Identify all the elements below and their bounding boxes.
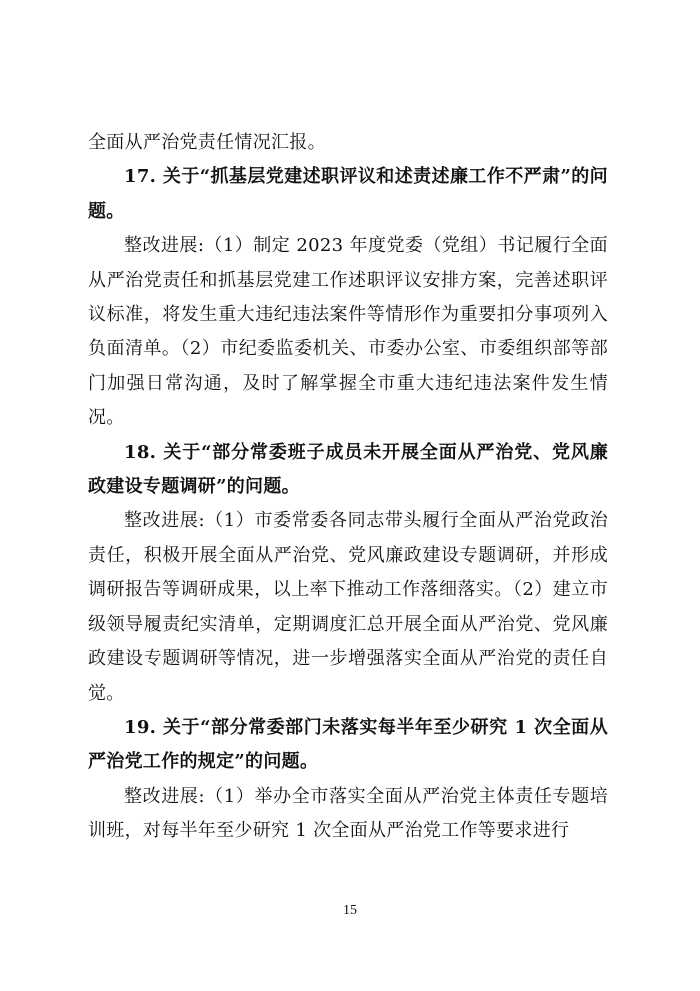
paragraph-continuation: 全面从严治党责任情况汇报。 — [88, 132, 326, 153]
section-heading-19: 19. 关于“部分常委部门未落实每半年至少研究 1 次全面从严治党工作的规定”的问题。 — [88, 716, 608, 773]
paragraph-progress-18: 整改进展:（1）市委常委各同志带头履行全面从严治党政治责任，积极开展全面从严治党、党风廉政建设专题调研，并形成调研报告等调研成果，以上率下推动工作落细落实。（2）建立市级领导履责纪实清单，定期调度汇总开展全面从严治党、党风廉政建设专题调研等情况，进一步增强落实全面从严治党的责任自觉。 — [88, 510, 608, 704]
paragraph-progress-17: 整改进展:（1）制定 2023 年度党委（党组）书记履行全面从严治党责任和抓基层党建工作述职评议安排方案，完善述职评议标准，将发生重大违纪违法案件等情形作为重要扣分事项列入负面清单。（2）市纪委监委机关、市委办公室、市委组织部等部门加强日常沟通，及时了解掌握全市重大违纪违法案件发生情况。 — [88, 235, 608, 429]
paragraph-progress-19: 整改进展:（1）举办全市落实全面从严治党主体责任专题培训班，对每半年至少研究 1 次全面从严治党工作等要求进行 — [88, 785, 608, 842]
document-body — [88, 126, 608, 849]
page-number: 15 — [343, 903, 357, 918]
section-heading-17: 17. 关于“抓基层党建述职评议和述责述廉工作不严肃”的问题。 — [88, 166, 608, 222]
section-heading-18: 18. 关于“部分常委班子成员未开展全面从严治党、党风廉政建设专题调研”的问题。 — [88, 441, 608, 498]
